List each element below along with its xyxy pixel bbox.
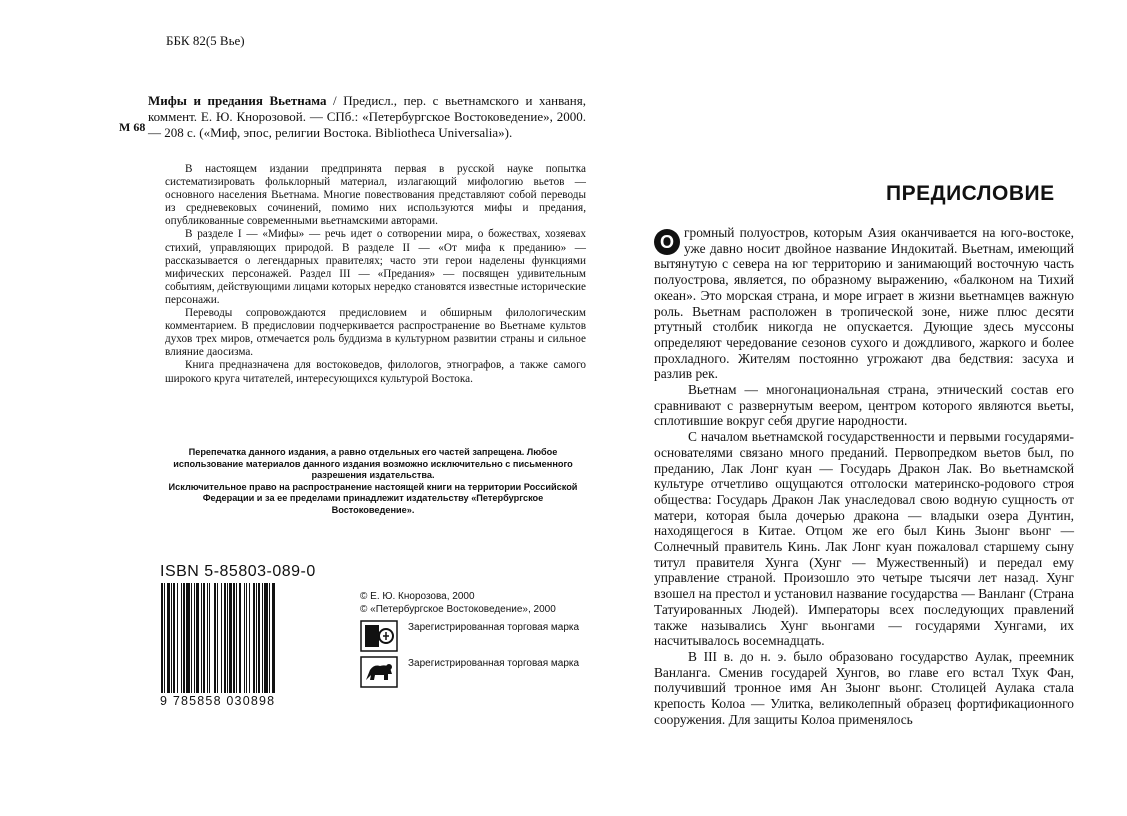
distribution-notice: Исключительное право на распространение настоящей книги на территории Российской Федерации и за ее пределами принадлежит издательству «Петербургское Востоковедение». (168, 481, 578, 515)
copyright-notice (163, 447, 583, 516)
reprint-notice: Перепечатка данного издания, а равно отдельных его частей запрещена. Любое использование материалов данного издания возможно исключительно с письменного разрешения издательства. (173, 447, 573, 480)
trademark-row (360, 620, 600, 652)
preface-paragraph: В III в. до н. э. было образовано государство Аулак, преемник Ванланга. Сменив государей Хунгов, во главе его встал Тхук Фан, получивший тронное имя Ан Зыонг вьонг. Столицей Аулака стала крепость Колоа — Улитка, великолепный образец фортификационного сооружения. Для защиты Колоа применялось (654, 648, 1074, 727)
catalog-code: М 68 (119, 120, 146, 134)
annotation (165, 163, 586, 386)
bbk-code: ББК 82(5 Вье) (166, 33, 245, 48)
preface-paragraph: Вьетнам — многонациональная страна, этнический состав его сравнивают с развернутым веером, центром которого являются вьеты, сплотившие вокруг себя другие народности. (654, 382, 1074, 429)
drop-cap: О (654, 229, 680, 255)
trademark-text: Зарегистрированная торговая марка (408, 622, 580, 633)
trademark-row (360, 656, 600, 688)
isbn-block (160, 563, 316, 708)
lion-logo-icon (360, 656, 398, 688)
bibliographic-record (148, 93, 586, 141)
trademark-text: Зарегистрированная торговая марка (408, 658, 580, 669)
annotation-paragraph: Переводы сопровождаются предисловием и обширным филологическим комментарием. В предисловии подчеркивается распространение во Вьетнаме культов духов трех миров, отмечается роль буддизма в культурном развитии страны и сильное влияние даосизма. (165, 307, 586, 359)
copyright-publisher: © «Петербургское Востоковедение», 2000 (360, 604, 556, 615)
copyright-author: © Е. Ю. Кнорозова, 2000 (360, 591, 475, 602)
preface-paragraph (654, 225, 1074, 382)
annotation-paragraph: Книга предназначена для востоковедов, филологов, этнографов, а также самого широкого круга читателей, интересующихся культурой Востока. (165, 359, 586, 385)
paragraph-text: громный полуостров, которым Азия оканчивается на юго-востоке, уже давно носит двойное название Индокитай. Вьетнам, имеющий вытянутую с севера на юг территорию и занимающий восточную часть полуострова, является, по образному выражению, «балконом на Тихий океан». Это морская страна, и море играет в жизни вьетнамцев важную роль. Вьетнам расположен в тропической зоне, ниже плюс десяти ртутный столбик никогда не опускается. Дующие здесь муссоны определяют чередование сезонов сухого и дождливого, жаркого и более прохладного. Жителям постоянно угрожают два бедствия: засуха и разлив рек. (654, 225, 1074, 382)
book-title: Мифы и предания Вьетнама (148, 93, 327, 108)
publisher-logo-icon (360, 620, 398, 652)
rights-block (360, 590, 600, 688)
barcode-digits: 9 785858 030898 (160, 694, 276, 708)
preface-body (654, 225, 1074, 728)
bibliographic-details: / Предисл., пер. с вьетнамского и ханваня, коммент. Е. Ю. Кнорозовой. — СПб.: «Петербургское Востоковедение», 2000. — 208 с. («Миф, эпос, религии Востока. Bibliotheca Universalia»). (148, 93, 586, 140)
page-title: ПРЕДИСЛОВИЕ (886, 182, 1055, 205)
preface-paragraph: С началом вьетнамской государственности и первыми государями-основателями связано много преданий. Первопредком вьетов был, по преданию, Лак Лонг куан — Государь Дракон Лак. Во вьетнамской культуре отчетливо ощущаются отголоски материнско-родового строя общества: Государь Дракон Лак унаследовал свою водную сущность от матери, которая была дочерью дракона — владыки озера Дунтин, находящегося в Китае. Отцом же его был Кинь Зыонг вьонг — Солнечный правитель Кинь. Лак Лонг куан пожаловал старшему сыну титул правителя Хунга (Хунг — Мужественный) и передал ему управление страной. Произошло это четыре тысячи лет назад. Хунг взошел на престол и установил название государства — Ванланг (Страна Татуированных Людей). Императоры всех последующих правлений также назывались Хунг вьонгами — государями Хунгами, их насчитывалось восемнадцать. (654, 429, 1074, 649)
barcode (160, 583, 310, 693)
right-page (620, 0, 1127, 816)
annotation-paragraph: В настоящем издании предпринята первая в русской науке попытка систематизировать фольклорный материал, излагающий мифологию вьетов — основного населения Вьетнама. Многие повествования представляют собой переводы из средневековых сочинений, помимо них используются мифы и предания, опубликованные современными вьетнамскими авторами. (165, 163, 586, 228)
annotation-paragraph: В разделе I — «Мифы» — речь идет о сотворении мира, о божествах, хозяевах стихий, управляющих природой. В разделе II — «От мифа к преданию» — рассказывается о легендарных правителях; часто эти герои наделены функциями мифических персонажей. Раздел III — «Предания» — посвящен удивительным событиям, действующими лицами которых нередко становятся известные исторические персонажи. (165, 228, 586, 306)
isbn-number: ISBN 5-85803-089-0 (160, 563, 316, 580)
